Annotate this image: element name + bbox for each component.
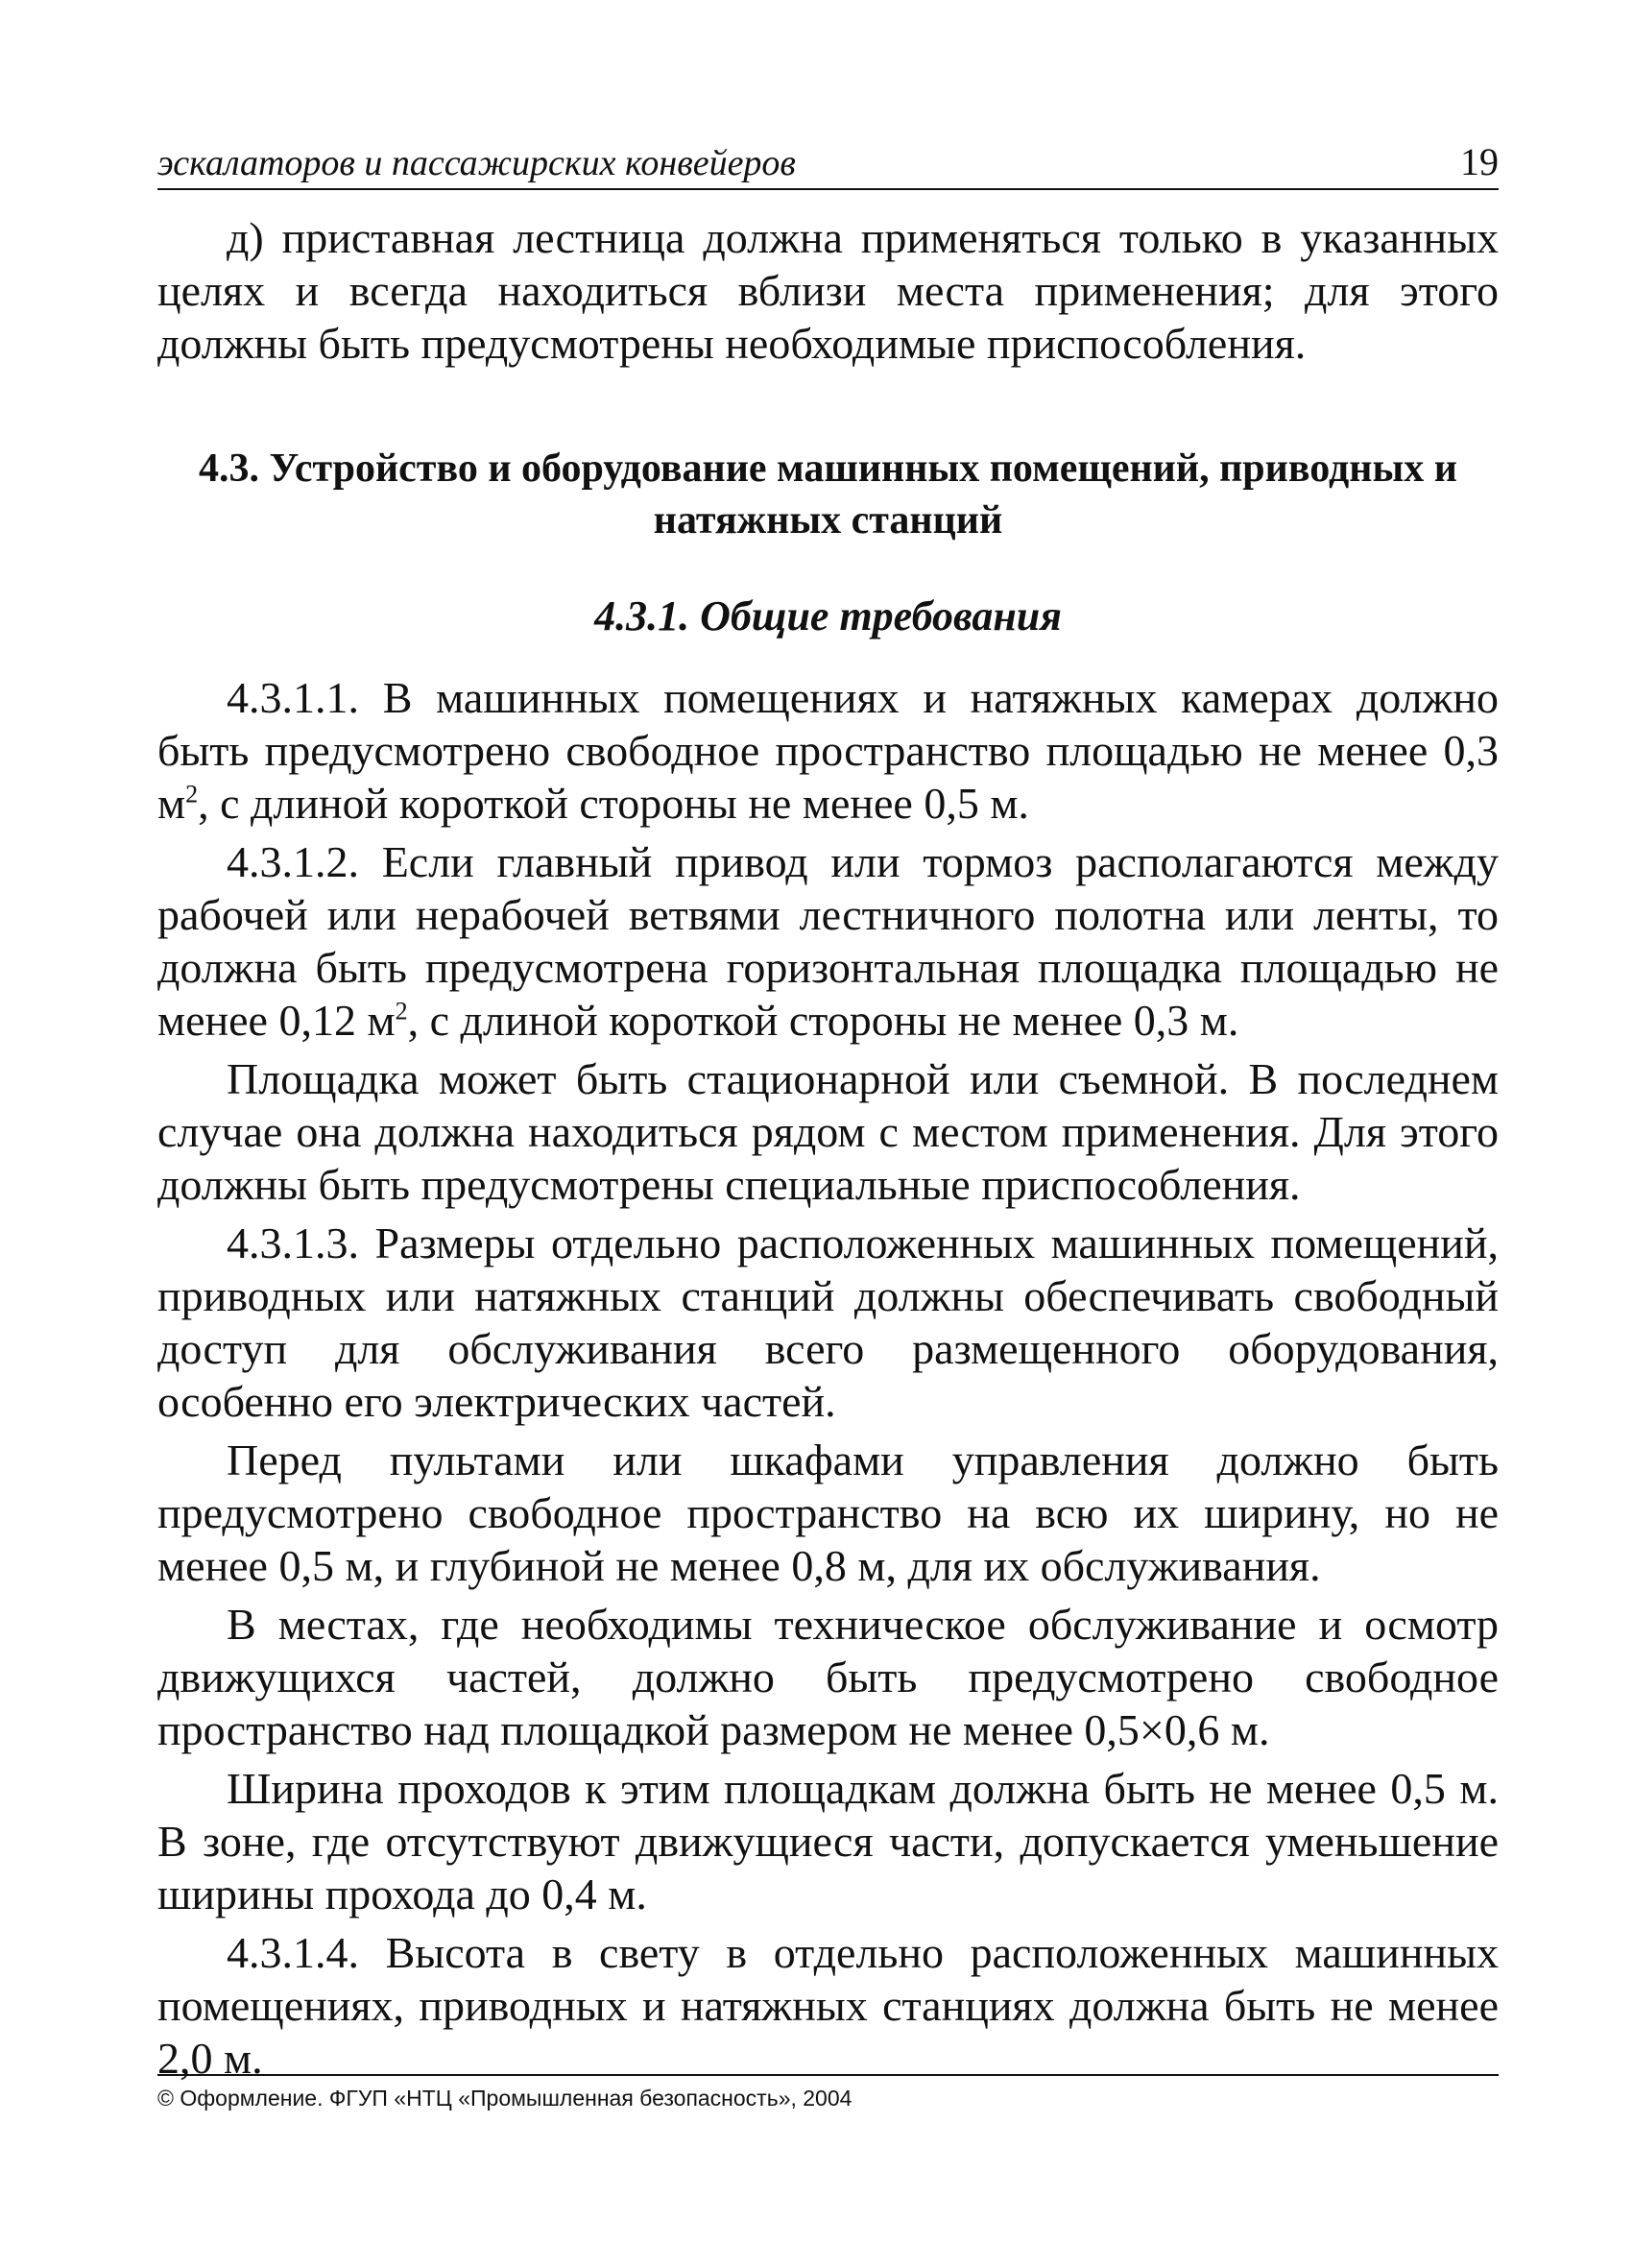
clause-4-3-1-3: 4.3.1.3. Размеры отдельно расположенных машинных помещений, приводных или натяжных станций должны обеспечивать свободный доступ для обслуживания всего размещенного оборудования, особенно его электрических частей. <box>157 1218 1499 1426</box>
superscript: 2 <box>185 780 199 808</box>
body-text <box>157 211 1499 2085</box>
paragraph-passages: Ширина проходов к этим площадкам должна быть не менее 0,5 м. В зоне, где отсутствуют движущиеся части, допускается уменьшение ширины прохода до 0,4 м. <box>157 1764 1499 1918</box>
paragraph-d: д) приставная лестница должна применяться только в указанных целях и всегда находиться вблизи места применения; для этого должны быть предусмотрены необходимые приспособления. <box>157 213 1499 368</box>
clause-text-tail: , с длиной короткой стороны не менее 0,5 м. <box>198 779 1029 828</box>
paragraph-consoles: Перед пультами или шкафами управления должно быть предусмотрено свободное пространство на всю их ширину, но не менее 0,5 м, и глубиной не менее 0,8 м, для их обслуживания. <box>157 1436 1499 1590</box>
subsection-heading: 4.3.1. Общие требования <box>594 592 1062 639</box>
paragraph-maintenance: В местах, где необходимы техническое обслуживание и осмотр движущихся частей, должно быть предусмотрено свободное пространство над площадкой размером не менее 0,5×0,6 м. <box>157 1600 1499 1754</box>
clause-4-3-1-1 <box>157 671 1499 830</box>
superscript: 2 <box>395 997 408 1025</box>
clause-4-3-1-4: 4.3.1.4. Высота в свету в отдельно расположенных машинных помещениях, приводных и натяжных станциях должна быть не менее 2,0 м. <box>157 1928 1499 2083</box>
clause-4-3-1-2 <box>157 835 1499 1047</box>
page-number: 19 <box>1460 140 1499 183</box>
paragraph-platform: Площадка может быть стационарной или съемной. В последнем случае она должна находиться рядом с местом применения. Для этого должны быть предусмотрены специальные приспособления. <box>157 1054 1499 1209</box>
running-header <box>157 140 1499 190</box>
clause-text-tail: , с длиной короткой стороны не менее 0,3 м. <box>407 996 1239 1045</box>
copyright-text: © Оформление. ФГУП «НТЦ «Промышленная безопасность», 2004 <box>157 2086 853 2111</box>
section-heading: 4.3. Устройство и оборудование машинных помещений, приводных и натяжных станций <box>199 446 1457 543</box>
running-title: эскалаторов и пассажирских конвейеров <box>157 143 796 183</box>
clause-text: 4.3.1.2. Если главный привод или тормоз располагаются между рабочей или нерабочей ветвями лестничного полотна или ленты, то должна быть предусмотрена горизонтальная площадка площадью не менее 0,12 м <box>157 837 1499 1045</box>
clause-text: 4.3.1.1. В машинных помещениях и натяжных камерах должно быть предусмотрено свободное пространство площадью не менее 0,3 м <box>157 673 1499 828</box>
footer <box>157 2074 1499 2111</box>
